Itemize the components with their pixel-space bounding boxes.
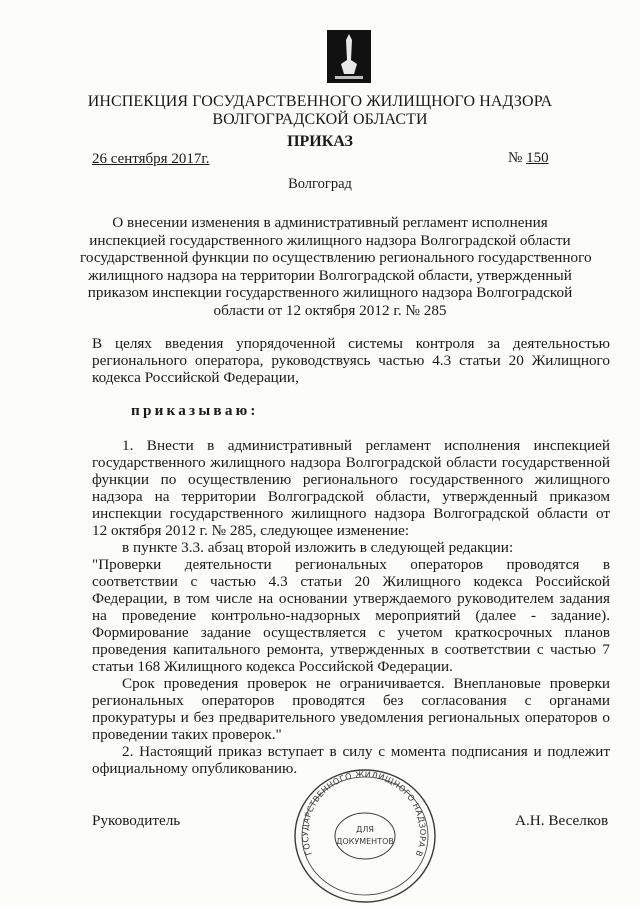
quote2-line: Срок проведения проверок не ограничивается. Внеплановые проверки [122, 675, 610, 692]
preamble-line: В целях введения упорядоченной системы контроля за деятельностью [92, 335, 610, 352]
doc-city: Волгоград [288, 176, 352, 192]
quote1-line: соответствии с частью 4.3 статьи 20 Жилищного кодекса Российской [92, 573, 610, 590]
official-stamp [288, 762, 442, 904]
item1-line: инспекции государственного жилищного надзора Волгоградской области от [92, 505, 610, 522]
order-word: приказываю: [131, 402, 259, 419]
preamble-line: регионального оператора, руководствуясь частью 4.3 статьи 20 Жилищного [92, 352, 610, 369]
subject-line: жилищного надзора на территории Волгоградской области, утвержденный [88, 266, 572, 284]
doc-title: ПРИКАЗ [287, 133, 353, 150]
subject-line: государственной функции по осуществлению регионального государственного [80, 249, 592, 267]
item1-line: 1. Внести в административный регламент исполнения инспекцией [122, 437, 610, 454]
org-name-line1: ИНСПЕКЦИЯ ГОСУДАРСТВЕННОГО ЖИЛИЩНОГО НАДЗОРА [87, 93, 553, 110]
signature-position: Руководитель [92, 812, 181, 829]
signature-name: А.Н. Веселков [515, 812, 609, 829]
item2-line: официальному опубликованию. [92, 760, 298, 777]
stamp-center-line2: ДОКУМЕНТОВ [336, 837, 394, 846]
subject-line: приказом инспекции государственного жилищного надзора Волгоградской [87, 284, 573, 302]
quote2-line: проведении таких проверок." [92, 726, 282, 743]
item1-line: надзора на территории Волгоградской области, утвержденный приказом [92, 488, 610, 505]
coat-of-arms-emblem [327, 30, 371, 83]
doc-number-value: 150 [526, 150, 549, 166]
item1-line: государственного жилищного надзора Волгоградской области государственной [92, 454, 610, 471]
subject-line: области от 12 октября 2012 г. № 285 [213, 301, 447, 319]
item1-line: 12 октября 2012 г. № 285, следующее изменение: [92, 522, 410, 539]
item2-line: 2. Настоящий приказ вступает в силу с момента подписания и подлежит [122, 743, 610, 760]
item1-sub: в пункте 3.3. абзац второй изложить в следующей редакции: [122, 539, 514, 556]
quote1-line: Формирование задание осуществляется с учетом краткосрочных планов [92, 624, 610, 641]
doc-number [508, 150, 549, 168]
org-name-line2: ВОЛГОГРАДСКОЙ ОБЛАСТИ [212, 111, 428, 128]
quote1-line: статьи 168 Жилищного кодекса Российской Федерации. [92, 658, 453, 675]
quote1-line: на проведение контрольно-надзорных мероприятий (далее - задание). [92, 607, 610, 624]
doc-date: 26 сентября 2017г. [92, 151, 210, 167]
quote1-line: "Проверки деятельности региональных операторов проводятся в [92, 556, 610, 573]
preamble-line: кодекса Российской Федерации, [92, 369, 299, 386]
quote2-line: прокуратуры и без предварительного уведомления региональных операторов о [92, 709, 610, 726]
subject-line: О внесении изменения в административный регламент исполнения [112, 214, 548, 231]
quote1-line: проведения капитального ремонта, утвержденных в соответствии с частью 7 [92, 641, 610, 658]
doc-subject [80, 214, 592, 320]
item1-line: функции по осуществлению регионального государственного жилищного [92, 471, 610, 488]
subject-line: инспекцией государственного жилищного надзора Волгоградской области [89, 231, 571, 249]
stamp-center-line1: ДЛЯ [356, 825, 374, 834]
quote2-line: региональных операторов проводятся без согласования с органами [92, 692, 610, 709]
stamp-ring-text: ГОСУДАРСТВЕННОГО ЖИЛИЩНОГО НАДЗОРА В [299, 769, 429, 859]
quote1-line: Федерации, в том числе на основании утверждаемого руководителем задания [92, 590, 610, 607]
doc-number-prefix: № [508, 150, 527, 166]
